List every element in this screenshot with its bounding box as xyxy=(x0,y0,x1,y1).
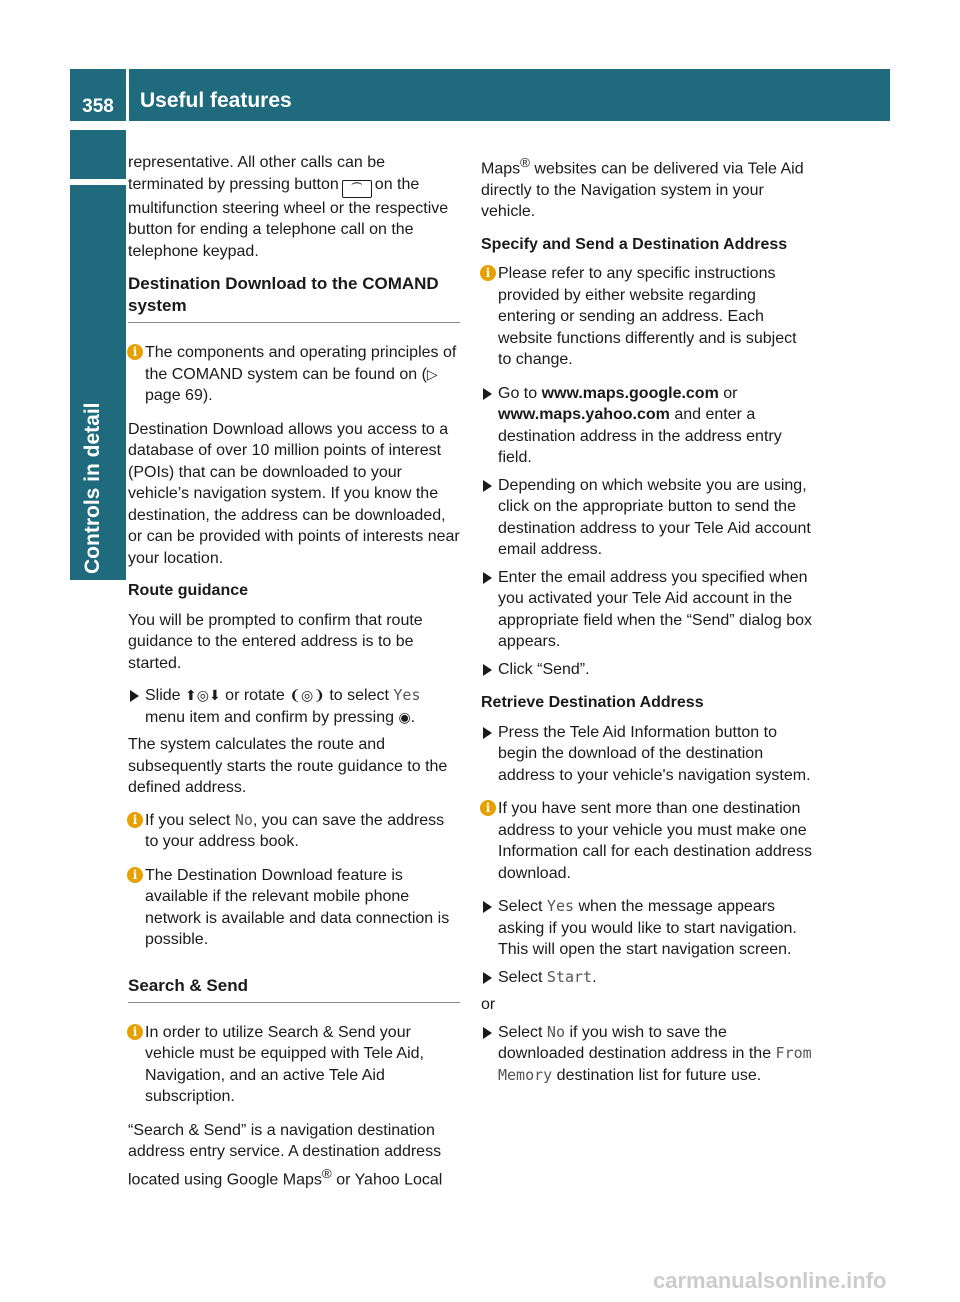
step-item: Select Start. xyxy=(481,967,814,989)
left-column xyxy=(128,152,460,1201)
step-item: Slide ⬆◎⬇ or rotate ❨◎❩ to select Yes menu item and confirm by pressing ◉. xyxy=(128,685,460,728)
paragraph: Destination Download allows you access to a database of over 10 million points of interest (POIs) that can be downloaded to your vehicle’s navigation system. If you know the destination, the address can be downloaded, or can be provided with points of interests near your location. xyxy=(128,420,460,567)
paragraph: “Search & Send” is a navigation destination address entry service. A destination address located using Google Maps® or Yahoo Local xyxy=(128,1121,443,1188)
info-note: i The Destination Download feature is available if the relevant mobile phone network is available and data connection is possible. xyxy=(128,865,460,951)
right-column xyxy=(481,152,814,1092)
watermark: carmanualsonline.info xyxy=(653,1268,887,1293)
step-item: Enter the email address you specified when you activated your Tele Aid account in the appropriate field when the “Send” dialog box appears. xyxy=(481,567,814,653)
info-note: i If you select No, you can save the address to your address book. xyxy=(128,810,460,853)
heading-destination-download: Destination Download to the COMAND system xyxy=(128,273,460,323)
step-arrow-icon xyxy=(483,972,492,984)
step-item: Select Yes when the message appears asking if you would like to start navigation. This will open the start navigation screen. xyxy=(481,896,814,961)
step-arrow-icon xyxy=(483,1027,492,1039)
step-arrow-icon xyxy=(483,388,492,400)
paragraph: Maps® websites can be delivered via Tele Aid directly to the Navigation system in your vehicle. xyxy=(481,155,804,221)
section-title: Useful features xyxy=(140,89,292,112)
heading-search-send: Search & Send xyxy=(128,975,460,1003)
registered-mark: ® xyxy=(520,155,530,170)
info-icon: i xyxy=(127,867,143,883)
paragraph: or xyxy=(481,996,496,1014)
heading-retrieve: Retrieve Destination Address xyxy=(481,694,704,712)
step-arrow-icon xyxy=(483,901,492,913)
header-divider xyxy=(126,69,129,121)
side-tab-label: Controls in detail xyxy=(81,402,104,574)
step-item: Select No if you wish to save the downloaded destination address in the From Memory destination list for future use. xyxy=(481,1022,814,1087)
info-note: i If you have sent more than one destination address to your vehicle you must make one Information call for each destination address download. xyxy=(481,798,814,884)
info-note: i In order to utilize Search & Send your vehicle must be equipped with Tele Aid, Navigation, and an active Tele Aid subscription. xyxy=(128,1022,460,1108)
side-tab-top xyxy=(70,130,126,179)
press-controller-icon: ◉ xyxy=(398,708,411,725)
rotate-controller-icon: ❨◎❩ xyxy=(289,687,325,703)
step-item: Click “Send”. xyxy=(481,659,814,681)
step-arrow-icon xyxy=(483,480,492,492)
page-ref-icon: ▷ xyxy=(426,365,438,382)
page-number: 358 xyxy=(82,96,114,117)
end-call-button-icon: ⏜ xyxy=(342,180,372,198)
step-item: Depending on which website you are using, click on the appropriate button to send the destination address to your Tele Aid account email address. xyxy=(481,475,814,561)
paragraph: You will be prompted to confirm that route guidance to the entered address is to be started. xyxy=(128,611,423,672)
step-arrow-icon xyxy=(483,664,492,676)
info-note: i Please refer to any specific instructions provided by either website regarding entering or sending an address. Each website functions differently and is subject to change. xyxy=(481,263,814,371)
paragraph: representative. All other calls can be terminated by pressing button ⏜ on the multifunction steering wheel or the respective button for ending a telephone call on the telephone keypad. xyxy=(128,154,449,260)
step-arrow-icon xyxy=(483,727,492,739)
step-arrow-icon xyxy=(130,690,139,702)
heading-specify-send: Specify and Send a Destination Address xyxy=(481,235,788,253)
step-arrow-icon xyxy=(483,572,492,584)
step-item: Go to www.maps.google.com or www.maps.yahoo.com and enter a destination address in the address entry field. xyxy=(481,383,814,469)
info-icon: i xyxy=(127,812,143,828)
info-icon: i xyxy=(127,1024,143,1040)
info-icon: i xyxy=(480,800,496,816)
info-note: i The components and operating principles of the COMAND system can be found on (▷ page 69). xyxy=(128,342,460,407)
info-icon: i xyxy=(480,265,496,281)
heading-route-guidance: Route guidance xyxy=(128,582,249,599)
step-item: Press the Tele Aid Information button to begin the download of the destination address to your vehicle's navigation system. xyxy=(481,722,814,787)
paragraph: The system calculates the route and subsequently starts the route guidance to the defined address. xyxy=(128,736,448,796)
registered-mark: ® xyxy=(321,1165,332,1181)
slide-controller-icon: ⬆◎⬇ xyxy=(185,687,221,703)
info-icon: i xyxy=(127,344,143,360)
